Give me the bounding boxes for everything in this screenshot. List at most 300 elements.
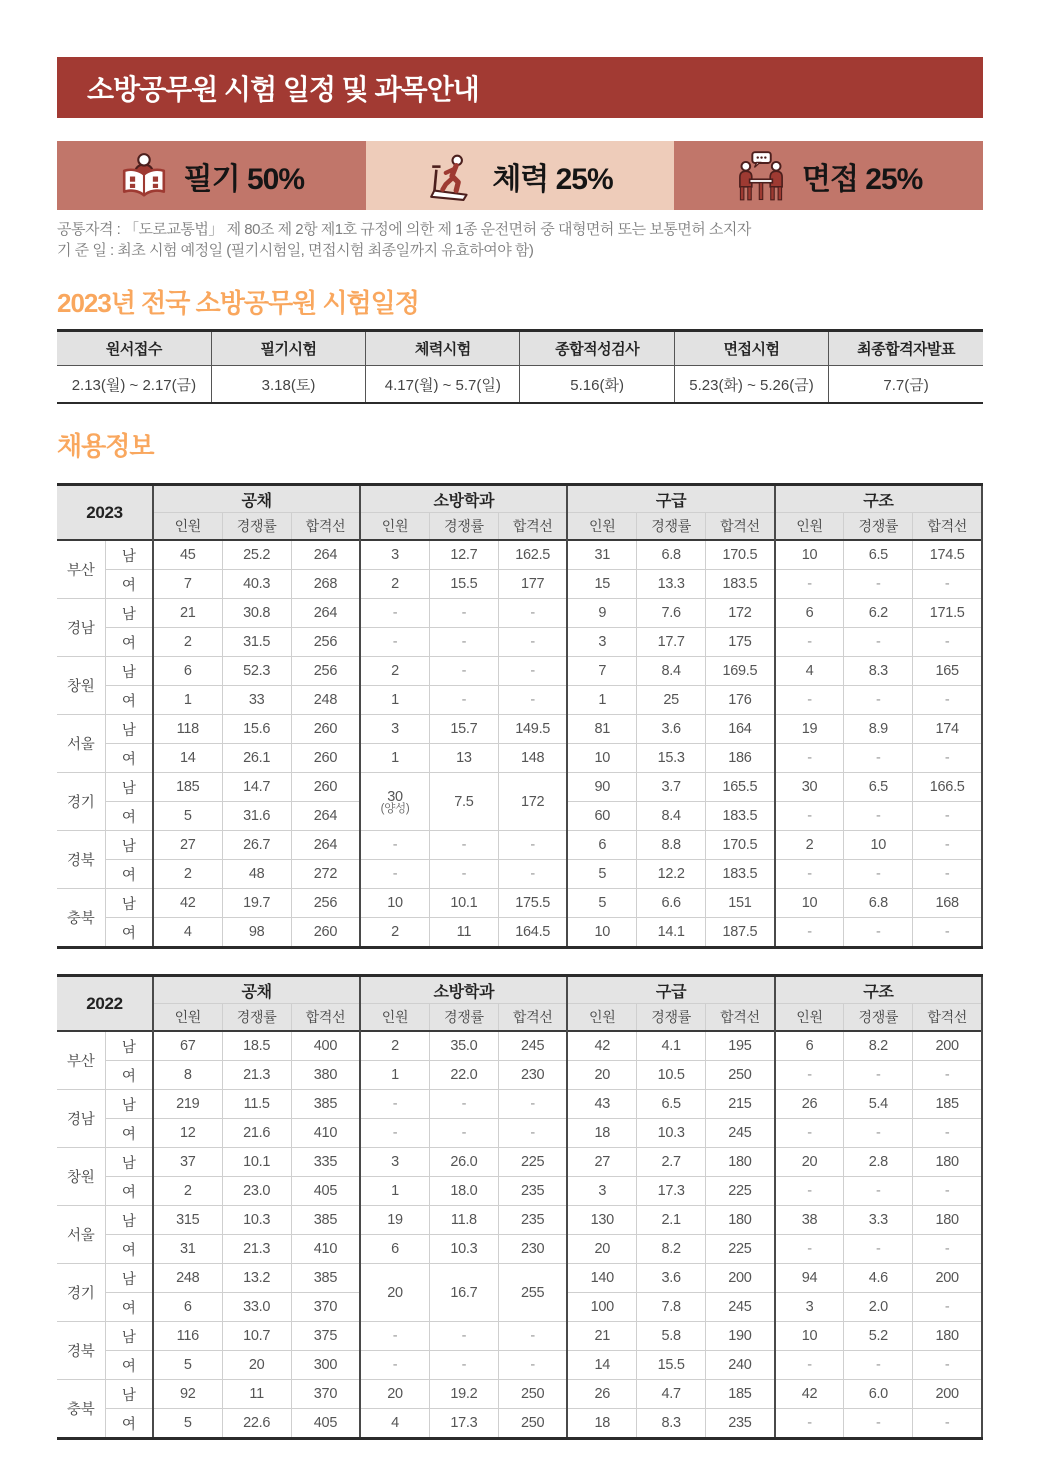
gender-label: 남 bbox=[105, 773, 153, 802]
data-cell: 5 bbox=[567, 860, 636, 889]
schedule-section-title: 2023년 전국 소방공무원 시험일정 bbox=[57, 288, 419, 318]
data-cell: 11 bbox=[222, 1380, 291, 1409]
data-cell: 8.4 bbox=[637, 802, 706, 831]
data-cell: 2.8 bbox=[844, 1148, 913, 1177]
data-cell: 13.2 bbox=[222, 1264, 291, 1293]
data-cell: 1 bbox=[360, 1061, 429, 1090]
data-cell: 42 bbox=[775, 1380, 844, 1409]
data-cell: - bbox=[913, 1119, 982, 1148]
data-cell: 410 bbox=[291, 1235, 360, 1264]
data-cell: - bbox=[844, 744, 913, 773]
data-cell: - bbox=[498, 1090, 567, 1119]
group-header-cell: 소방학과 bbox=[360, 485, 567, 513]
data-cell: 10.1 bbox=[222, 1148, 291, 1177]
data-cell: 8 bbox=[153, 1061, 222, 1090]
written-exam-weight: 필기 50% bbox=[183, 162, 304, 196]
sub-header-cell: 인원 bbox=[567, 513, 636, 541]
data-cell: - bbox=[498, 686, 567, 715]
gender-label: 여 bbox=[105, 1235, 153, 1264]
data-cell: 8.2 bbox=[637, 1235, 706, 1264]
data-cell: 20 bbox=[222, 1351, 291, 1380]
sub-header-cell: 인원 bbox=[153, 1004, 222, 1032]
group-header-cell: 구급 bbox=[567, 485, 774, 513]
data-cell: 3.6 bbox=[637, 1264, 706, 1293]
data-cell: 172 bbox=[706, 599, 775, 628]
data-cell: 10.3 bbox=[429, 1235, 498, 1264]
schedule-date: 3.18(토) bbox=[211, 366, 365, 404]
recruit-table-2023 bbox=[57, 483, 983, 949]
data-cell: 260 bbox=[291, 744, 360, 773]
data-cell: 33.0 bbox=[222, 1293, 291, 1322]
region-label: 부산 bbox=[57, 1031, 105, 1090]
data-cell: 26 bbox=[775, 1090, 844, 1119]
data-cell: - bbox=[429, 628, 498, 657]
gender-label: 남 bbox=[105, 1380, 153, 1409]
schedule-date: 5.23(화) ~ 5.26(금) bbox=[674, 366, 828, 404]
data-cell: 20 bbox=[567, 1235, 636, 1264]
data-cell: 256 bbox=[291, 628, 360, 657]
data-cell: 7 bbox=[567, 657, 636, 686]
region-label: 서울 bbox=[57, 715, 105, 773]
merged-data-cell: 20 bbox=[360, 1264, 429, 1322]
data-cell: 225 bbox=[498, 1148, 567, 1177]
data-cell: - bbox=[360, 831, 429, 860]
schedule-col-header: 원서접수 bbox=[57, 331, 211, 366]
data-cell: 130 bbox=[567, 1206, 636, 1235]
data-cell: 6.5 bbox=[637, 1090, 706, 1119]
data-cell: - bbox=[775, 1235, 844, 1264]
data-cell: 17.7 bbox=[637, 628, 706, 657]
region-label: 경기 bbox=[57, 1264, 105, 1322]
data-cell: 6.8 bbox=[844, 889, 913, 918]
data-cell: 6 bbox=[775, 1031, 844, 1061]
data-cell: 1 bbox=[360, 744, 429, 773]
data-cell: - bbox=[775, 1351, 844, 1380]
group-header-cell: 구조 bbox=[775, 976, 982, 1004]
gender-label: 여 bbox=[105, 918, 153, 948]
gender-label: 여 bbox=[105, 1409, 153, 1439]
data-cell: - bbox=[913, 570, 982, 599]
data-cell: 176 bbox=[706, 686, 775, 715]
data-cell: 18.0 bbox=[429, 1177, 498, 1206]
gender-label: 여 bbox=[105, 744, 153, 773]
data-cell: 22.6 bbox=[222, 1409, 291, 1439]
data-cell: - bbox=[498, 1351, 567, 1380]
data-cell: 6.6 bbox=[637, 889, 706, 918]
data-cell: 250 bbox=[498, 1380, 567, 1409]
data-cell: 183.5 bbox=[706, 802, 775, 831]
region-label: 경기 bbox=[57, 773, 105, 831]
data-cell: 410 bbox=[291, 1119, 360, 1148]
data-cell: 185 bbox=[706, 1380, 775, 1409]
data-cell: 2 bbox=[153, 1177, 222, 1206]
data-cell: 10.1 bbox=[429, 889, 498, 918]
data-cell: 10.3 bbox=[222, 1206, 291, 1235]
data-cell: - bbox=[775, 570, 844, 599]
interview-table-icon bbox=[735, 150, 787, 202]
data-cell: 264 bbox=[291, 599, 360, 628]
data-cell: 21 bbox=[153, 599, 222, 628]
data-cell: 164.5 bbox=[498, 918, 567, 948]
treadmill-runner-icon bbox=[427, 150, 477, 202]
data-cell: 13 bbox=[429, 744, 498, 773]
schedule-date: 4.17(월) ~ 5.7(일) bbox=[366, 366, 520, 404]
schedule-table-body bbox=[57, 366, 983, 404]
recruit-table-head bbox=[57, 485, 982, 541]
region-label: 경남 bbox=[57, 599, 105, 657]
data-cell: 10 bbox=[775, 540, 844, 570]
data-cell: 18.5 bbox=[222, 1031, 291, 1061]
data-cell: 3 bbox=[567, 1177, 636, 1206]
data-cell: 219 bbox=[153, 1090, 222, 1119]
data-cell: 5 bbox=[153, 1409, 222, 1439]
merged-data-cell: 255 bbox=[498, 1264, 567, 1322]
data-cell: 40.3 bbox=[222, 570, 291, 599]
data-cell: 400 bbox=[291, 1031, 360, 1061]
physical-exam-badge bbox=[366, 141, 675, 210]
data-cell: 31.6 bbox=[222, 802, 291, 831]
merged-data-cell: 30 (양성) bbox=[360, 773, 429, 831]
data-cell: 140 bbox=[567, 1264, 636, 1293]
data-cell: 260 bbox=[291, 773, 360, 802]
data-cell: - bbox=[429, 831, 498, 860]
data-cell: 14.1 bbox=[637, 918, 706, 948]
data-cell: 15.5 bbox=[637, 1351, 706, 1380]
region-label: 충북 bbox=[57, 889, 105, 948]
data-cell: 8.4 bbox=[637, 657, 706, 686]
data-cell: - bbox=[844, 570, 913, 599]
data-cell: 235 bbox=[706, 1409, 775, 1439]
data-cell: 8.3 bbox=[844, 657, 913, 686]
data-cell: 14 bbox=[567, 1351, 636, 1380]
data-cell: 235 bbox=[498, 1177, 567, 1206]
data-cell: - bbox=[775, 802, 844, 831]
data-cell: - bbox=[360, 860, 429, 889]
data-cell: 52.3 bbox=[222, 657, 291, 686]
data-cell: 185 bbox=[913, 1090, 982, 1119]
data-cell: 151 bbox=[706, 889, 775, 918]
data-cell: - bbox=[844, 1409, 913, 1439]
data-cell: 6 bbox=[153, 657, 222, 686]
data-cell: - bbox=[775, 686, 844, 715]
data-cell: 245 bbox=[498, 1031, 567, 1061]
data-cell: 26.7 bbox=[222, 831, 291, 860]
data-cell: 6 bbox=[775, 599, 844, 628]
data-cell: 10 bbox=[775, 1322, 844, 1351]
data-cell: - bbox=[498, 599, 567, 628]
data-cell: 15.7 bbox=[429, 715, 498, 744]
data-cell: 264 bbox=[291, 831, 360, 860]
data-cell: 5 bbox=[567, 889, 636, 918]
data-cell: 21.3 bbox=[222, 1061, 291, 1090]
data-cell: - bbox=[498, 860, 567, 889]
data-cell: 200 bbox=[706, 1264, 775, 1293]
data-cell: 18 bbox=[567, 1409, 636, 1439]
data-cell: - bbox=[429, 686, 498, 715]
data-cell: 25 bbox=[637, 686, 706, 715]
data-cell: 6.0 bbox=[844, 1380, 913, 1409]
group-header-cell: 공채 bbox=[153, 485, 360, 513]
year-cell: 2023 bbox=[57, 485, 153, 541]
page-content bbox=[57, 0, 983, 1440]
data-cell: 14.7 bbox=[222, 773, 291, 802]
data-cell: - bbox=[844, 1177, 913, 1206]
gender-label: 여 bbox=[105, 1293, 153, 1322]
exam-weight-badges bbox=[57, 141, 983, 210]
data-cell: 19.7 bbox=[222, 889, 291, 918]
data-cell: 12 bbox=[153, 1119, 222, 1148]
data-cell: 4.1 bbox=[637, 1031, 706, 1061]
data-cell: 230 bbox=[498, 1235, 567, 1264]
sub-header-cell: 경쟁률 bbox=[429, 1004, 498, 1032]
interview-badge bbox=[674, 141, 983, 210]
note-common-qualification: 공통자격 : 「도로교통법」 제 80조 제 2항 제1호 규정에 의한 제 1종 운전면허 중 대형면허 또는 보통면허 소지자 bbox=[57, 221, 751, 238]
data-cell: 19.2 bbox=[429, 1380, 498, 1409]
data-cell: 183.5 bbox=[706, 570, 775, 599]
data-cell: 3 bbox=[360, 1148, 429, 1177]
data-cell: 6.5 bbox=[844, 540, 913, 570]
data-cell: 335 bbox=[291, 1148, 360, 1177]
sub-header-cell: 인원 bbox=[775, 513, 844, 541]
data-cell: 162.5 bbox=[498, 540, 567, 570]
data-cell: 26.1 bbox=[222, 744, 291, 773]
data-cell: - bbox=[498, 1322, 567, 1351]
data-cell: 11.5 bbox=[222, 1090, 291, 1119]
data-cell: 2 bbox=[360, 657, 429, 686]
gender-label: 남 bbox=[105, 599, 153, 628]
data-cell: - bbox=[775, 1177, 844, 1206]
data-cell: - bbox=[429, 1351, 498, 1380]
data-cell: 17.3 bbox=[637, 1177, 706, 1206]
sub-header-cell: 합격선 bbox=[913, 1004, 982, 1032]
data-cell: 250 bbox=[706, 1061, 775, 1090]
data-cell: 5.4 bbox=[844, 1090, 913, 1119]
data-cell: 2 bbox=[360, 918, 429, 948]
data-cell: 2 bbox=[360, 1031, 429, 1061]
data-cell: 8.2 bbox=[844, 1031, 913, 1061]
data-cell: - bbox=[913, 1235, 982, 1264]
data-cell: 248 bbox=[153, 1264, 222, 1293]
gender-label: 여 bbox=[105, 628, 153, 657]
region-label: 창원 bbox=[57, 1148, 105, 1206]
data-cell: - bbox=[913, 860, 982, 889]
schedule-col-header: 필기시험 bbox=[211, 331, 365, 366]
schedule-col-header: 종합적성검사 bbox=[520, 331, 674, 366]
merged-data-cell: 7.5 bbox=[429, 773, 498, 831]
gender-label: 남 bbox=[105, 1148, 153, 1177]
data-cell: 23.0 bbox=[222, 1177, 291, 1206]
data-cell: 94 bbox=[775, 1264, 844, 1293]
merged-data-cell: 172 bbox=[498, 773, 567, 831]
data-cell: - bbox=[775, 918, 844, 948]
data-cell: 100 bbox=[567, 1293, 636, 1322]
data-cell: 1 bbox=[360, 1177, 429, 1206]
data-cell: 6.8 bbox=[637, 540, 706, 570]
sub-header-cell: 경쟁률 bbox=[637, 513, 706, 541]
data-cell: 200 bbox=[913, 1380, 982, 1409]
data-cell: 17.3 bbox=[429, 1409, 498, 1439]
data-cell: 171.5 bbox=[913, 599, 982, 628]
data-cell: 13.3 bbox=[637, 570, 706, 599]
data-cell: - bbox=[913, 1351, 982, 1380]
data-cell: 272 bbox=[291, 860, 360, 889]
data-cell: 33 bbox=[222, 686, 291, 715]
data-cell: 26.0 bbox=[429, 1148, 498, 1177]
data-cell: 235 bbox=[498, 1206, 567, 1235]
gender-label: 남 bbox=[105, 657, 153, 686]
data-cell: 3.3 bbox=[844, 1206, 913, 1235]
interview-weight: 면접 25% bbox=[802, 162, 923, 196]
data-cell: 20 bbox=[567, 1061, 636, 1090]
sub-header-cell: 인원 bbox=[360, 513, 429, 541]
region-label: 경남 bbox=[57, 1090, 105, 1148]
data-cell: 10 bbox=[360, 889, 429, 918]
data-cell: 1 bbox=[360, 686, 429, 715]
data-cell: 30.8 bbox=[222, 599, 291, 628]
data-cell: 11 bbox=[429, 918, 498, 948]
data-cell: 4 bbox=[775, 657, 844, 686]
data-cell: 166.5 bbox=[913, 773, 982, 802]
schedule-col-header: 면접시험 bbox=[674, 331, 828, 366]
data-cell: 27 bbox=[153, 831, 222, 860]
data-cell: 1 bbox=[153, 686, 222, 715]
data-cell: 264 bbox=[291, 540, 360, 570]
schedule-table-head bbox=[57, 331, 983, 366]
data-cell: - bbox=[844, 686, 913, 715]
data-cell: 11.8 bbox=[429, 1206, 498, 1235]
data-cell: 248 bbox=[291, 686, 360, 715]
schedule-col-header: 최종합격자발표 bbox=[829, 331, 983, 366]
data-cell: - bbox=[775, 1119, 844, 1148]
data-cell: - bbox=[844, 628, 913, 657]
data-cell: 118 bbox=[153, 715, 222, 744]
data-cell: 42 bbox=[567, 1031, 636, 1061]
merged-data-cell: 16.7 bbox=[429, 1264, 498, 1322]
data-cell: 180 bbox=[706, 1148, 775, 1177]
data-cell: 5.2 bbox=[844, 1322, 913, 1351]
data-cell: 18 bbox=[567, 1119, 636, 1148]
sub-header-cell: 합격선 bbox=[706, 1004, 775, 1032]
gender-label: 여 bbox=[105, 686, 153, 715]
data-cell: 116 bbox=[153, 1322, 222, 1351]
data-cell: - bbox=[913, 1061, 982, 1090]
data-cell: 8.3 bbox=[637, 1409, 706, 1439]
year-cell: 2022 bbox=[57, 976, 153, 1032]
data-cell: 370 bbox=[291, 1293, 360, 1322]
data-cell: 43 bbox=[567, 1090, 636, 1119]
sub-header-cell: 인원 bbox=[360, 1004, 429, 1032]
data-cell: 264 bbox=[291, 802, 360, 831]
data-cell: - bbox=[913, 1293, 982, 1322]
data-cell: 180 bbox=[706, 1206, 775, 1235]
data-cell: 7.6 bbox=[637, 599, 706, 628]
data-cell: - bbox=[498, 628, 567, 657]
data-cell: 177 bbox=[498, 570, 567, 599]
data-cell: 2 bbox=[775, 831, 844, 860]
data-cell: 225 bbox=[706, 1235, 775, 1264]
sub-header-cell: 합격선 bbox=[706, 513, 775, 541]
data-cell: 45 bbox=[153, 540, 222, 570]
data-cell: - bbox=[844, 1119, 913, 1148]
data-cell: 6 bbox=[153, 1293, 222, 1322]
data-cell: 260 bbox=[291, 918, 360, 948]
schedule-date: 5.16(화) bbox=[520, 366, 674, 404]
data-cell: - bbox=[844, 1061, 913, 1090]
data-cell: - bbox=[913, 744, 982, 773]
data-cell: 2 bbox=[360, 570, 429, 599]
sub-header-cell: 합격선 bbox=[498, 1004, 567, 1032]
data-cell: 186 bbox=[706, 744, 775, 773]
data-cell: 9 bbox=[567, 599, 636, 628]
data-cell: - bbox=[913, 686, 982, 715]
sub-header-cell: 합격선 bbox=[291, 513, 360, 541]
group-header-cell: 구급 bbox=[567, 976, 774, 1004]
data-cell: - bbox=[913, 1177, 982, 1206]
data-cell: 14 bbox=[153, 744, 222, 773]
data-cell: 300 bbox=[291, 1351, 360, 1380]
schedule-date: 7.7(금) bbox=[829, 366, 983, 404]
data-cell: 6 bbox=[360, 1235, 429, 1264]
data-cell: - bbox=[429, 599, 498, 628]
data-cell: 165 bbox=[913, 657, 982, 686]
data-cell: 180 bbox=[913, 1322, 982, 1351]
sub-header-cell: 경쟁률 bbox=[844, 513, 913, 541]
data-cell: 385 bbox=[291, 1206, 360, 1235]
data-cell: - bbox=[913, 628, 982, 657]
data-cell: 25.2 bbox=[222, 540, 291, 570]
data-cell: 15.6 bbox=[222, 715, 291, 744]
gender-label: 여 bbox=[105, 570, 153, 599]
recruit-table-2022 bbox=[57, 974, 983, 1440]
common-notes bbox=[57, 219, 983, 261]
physical-exam-weight: 체력 25% bbox=[492, 162, 613, 196]
data-cell: 4.6 bbox=[844, 1264, 913, 1293]
data-cell: - bbox=[360, 628, 429, 657]
sub-header-cell: 경쟁률 bbox=[222, 513, 291, 541]
written-exam-badge bbox=[57, 141, 366, 210]
sub-header-cell: 합격선 bbox=[498, 513, 567, 541]
data-cell: 200 bbox=[913, 1264, 982, 1293]
data-cell: 185 bbox=[153, 773, 222, 802]
data-cell: 15 bbox=[567, 570, 636, 599]
data-cell: - bbox=[360, 1351, 429, 1380]
data-cell: 169.5 bbox=[706, 657, 775, 686]
data-cell: 81 bbox=[567, 715, 636, 744]
data-cell: 20 bbox=[775, 1148, 844, 1177]
data-cell: - bbox=[360, 599, 429, 628]
sub-header-cell: 인원 bbox=[567, 1004, 636, 1032]
sub-header-cell: 경쟁률 bbox=[429, 513, 498, 541]
region-label: 충북 bbox=[57, 1380, 105, 1439]
data-cell: 240 bbox=[706, 1351, 775, 1380]
data-cell: - bbox=[913, 1409, 982, 1439]
gender-label: 여 bbox=[105, 1351, 153, 1380]
gender-label: 남 bbox=[105, 1322, 153, 1351]
data-cell: 31 bbox=[567, 540, 636, 570]
data-cell: - bbox=[429, 657, 498, 686]
data-cell: 21.6 bbox=[222, 1119, 291, 1148]
data-cell: 35.0 bbox=[429, 1031, 498, 1061]
data-cell: 405 bbox=[291, 1409, 360, 1439]
data-cell: 2.0 bbox=[844, 1293, 913, 1322]
data-cell: 10 bbox=[567, 918, 636, 948]
gender-label: 남 bbox=[105, 1090, 153, 1119]
data-cell: 180 bbox=[913, 1148, 982, 1177]
gender-label: 남 bbox=[105, 831, 153, 860]
data-cell: 385 bbox=[291, 1264, 360, 1293]
data-cell: - bbox=[775, 1409, 844, 1439]
data-cell: - bbox=[844, 1235, 913, 1264]
